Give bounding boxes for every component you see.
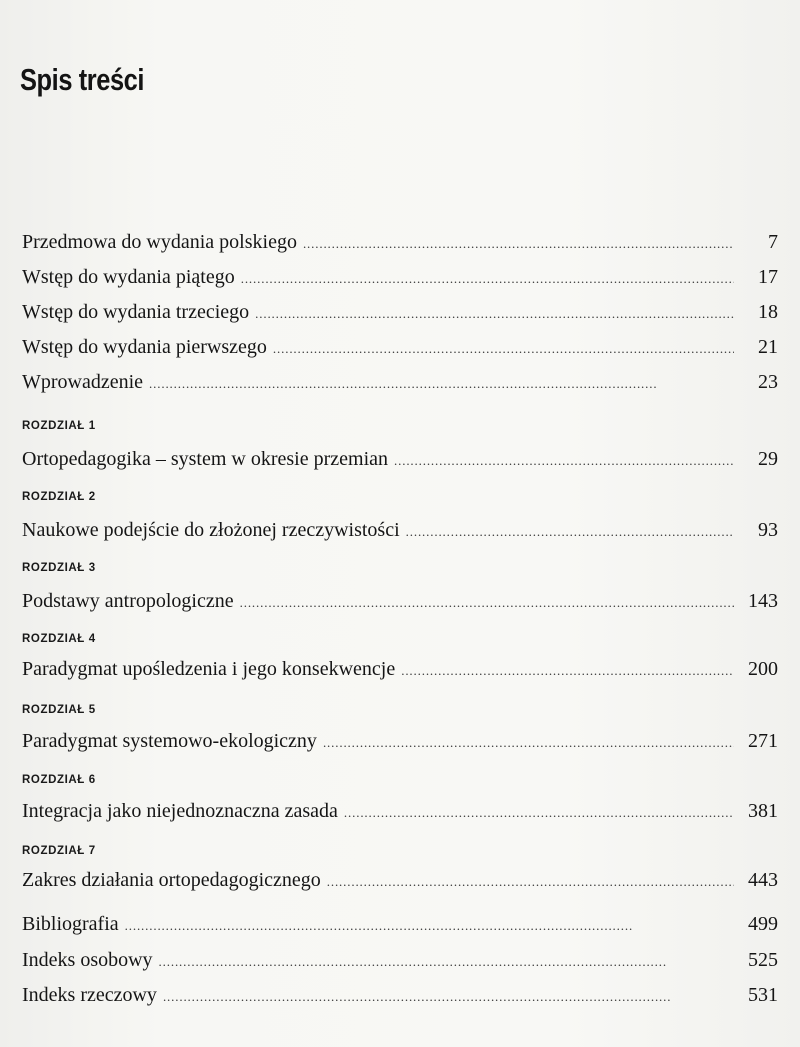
toc-entry [22,333,778,361]
dot-leader [163,987,734,1007]
toc-entry-page: 381 [748,800,778,822]
dot-leader [159,952,734,972]
toc-entry-title: Wprowadzenie [22,371,144,393]
dot-leader [323,733,734,753]
toc-entry-title: Indeks rzeczowy [22,984,157,1006]
toc-entry-title: Podstawy antropologiczne [22,590,234,612]
dot-leader [327,872,734,892]
dot-leader [273,339,734,359]
toc-entry-chapter [22,866,778,894]
dot-leader [125,916,734,936]
dot-leader [394,451,734,471]
toc-entry-title: Wstęp do wydania pierwszego [22,336,267,358]
chapter-label: ROZDZIAŁ 1 [22,420,96,432]
chapter-label: ROZDZIAŁ 6 [22,774,96,786]
toc-entry-title: Paradygmat upośledzenia i jego konsekwencje [22,658,396,680]
dot-leader [401,661,734,681]
toc-entry-title: Naukowe podejście do złożonej rzeczywistości [22,519,400,541]
dot-leader [344,803,734,823]
toc-entry-page: 17 [758,266,778,288]
chapter-label: ROZDZIAŁ 5 [22,704,96,716]
toc-entry [22,228,778,256]
toc-entry [22,263,778,291]
toc-entry-title: Indeks osobowy [22,949,153,971]
toc-entry-chapter [22,587,778,615]
page-title: Spis treści [20,62,145,97]
toc-entry [22,298,778,326]
toc-entry-page: 531 [748,984,778,1006]
toc-entry-title: Wstęp do wydania piątego [22,266,235,288]
toc-entry [22,981,778,1009]
dot-leader [240,593,734,613]
chapter-label: ROZDZIAŁ 3 [22,562,96,574]
toc-entry-title: Ortopedagogika – system w okresie przemian [22,448,389,470]
toc-entry-page: 271 [748,730,778,752]
toc-entry-page: 143 [748,590,778,612]
toc-entry-page: 21 [758,336,778,358]
dot-leader [406,522,734,542]
toc-entry-chapter [22,516,778,544]
toc-entry-title: Przedmowa do wydania polskiego [22,231,297,253]
toc-entry [22,368,778,396]
toc-entry-page: 18 [758,301,778,323]
dot-leader [149,374,734,394]
toc-entry-page: 200 [748,658,778,680]
toc-entry-title: Paradygmat systemowo-ekologiczny [22,730,317,752]
toc-entry-page: 443 [748,869,778,891]
dot-leader [255,304,734,324]
toc-entry-page: 7 [768,231,778,253]
toc-entry-title: Bibliografia [22,913,119,935]
chapter-label: ROZDZIAŁ 7 [22,845,96,857]
toc-entry-title: Zakres działania ortopedagogicznego [22,869,321,891]
toc-entry-chapter [22,445,778,473]
dot-leader [241,269,734,289]
toc-entry-page: 499 [748,913,778,935]
toc-entry-chapter [22,655,778,683]
toc-entry-page: 29 [758,448,778,470]
toc-entry-title: Wstęp do wydania trzeciego [22,301,250,323]
toc-entry [22,910,778,938]
toc-entry [22,946,778,974]
dot-leader [303,234,734,254]
toc-entry-page: 525 [748,949,778,971]
toc-entry-chapter [22,797,778,825]
chapter-label: ROZDZIAŁ 2 [22,491,96,503]
toc-entry-page: 23 [758,371,778,393]
chapter-label: ROZDZIAŁ 4 [22,633,96,645]
toc-entry-title: Integracja jako niejednoznaczna zasada [22,800,338,822]
toc-entry-chapter [22,727,778,755]
toc-entry-page: 93 [758,519,778,541]
